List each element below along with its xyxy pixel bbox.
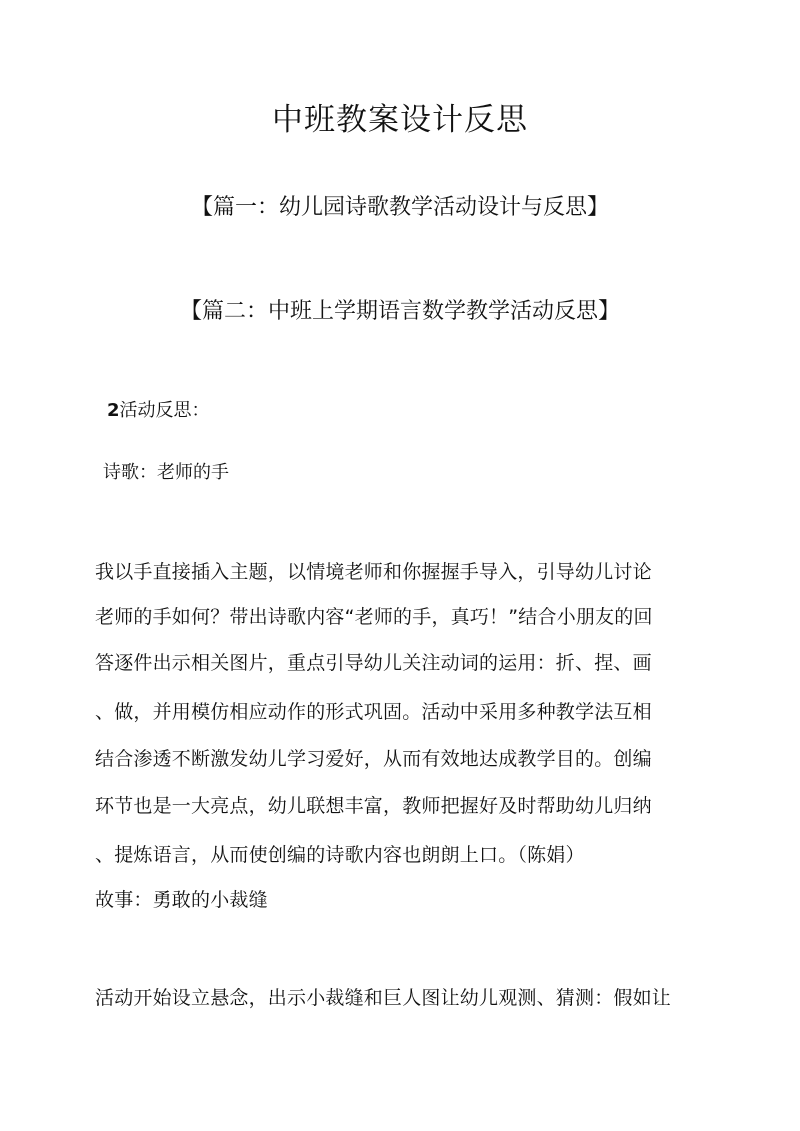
paragraph-1-line-1: 我以手直接插入主题，以情境老师和你握握手导入，引导幼儿讨论	[95, 561, 652, 583]
paragraph-1-line-7: 、提炼语言，从而使创编的诗歌内容也朗朗上口。（陈娟）	[95, 844, 585, 866]
subhead-number: 2	[107, 400, 120, 421]
paragraph-2-line-1: 活动开始设立悬念，出示小裁缝和巨人图让幼儿观测、猜测：假如让	[95, 987, 672, 1009]
paragraph-1-line-5: 结合渗透不断激发幼儿学习爱好，从而有效地达成教学目的。创编	[95, 748, 652, 770]
paragraph-1-line-2: 老师的手如何？带出诗歌内容“老师的手，真巧！”结合小朋友的回	[95, 606, 653, 628]
story-title: 故事：勇敢的小裁缝	[95, 889, 268, 911]
subhead-text: 活动反思：	[119, 400, 210, 421]
section-heading-1: 【篇一：幼儿园诗歌教学活动设计与反思】	[190, 195, 609, 220]
document-title: 中班教案设计反思	[272, 102, 528, 138]
paragraph-1-line-4: 、做，并用模仿相应动作的形式巩固。活动中采用多种教学法互相	[95, 701, 652, 723]
paragraph-1-line-6: 环节也是一大亮点，幼儿联想丰富，教师把握好及时帮助幼儿归纳	[95, 795, 652, 817]
section-heading-2: 【篇二：中班上学期语言数学教学活动反思】	[179, 299, 620, 324]
poem-title: 诗歌：老师的手	[103, 462, 229, 483]
activity-reflection-heading	[107, 398, 210, 424]
paragraph-1-line-3: 答逐件出示相关图片，重点引导幼儿关注动词的运用：折、捏、画	[95, 652, 652, 674]
